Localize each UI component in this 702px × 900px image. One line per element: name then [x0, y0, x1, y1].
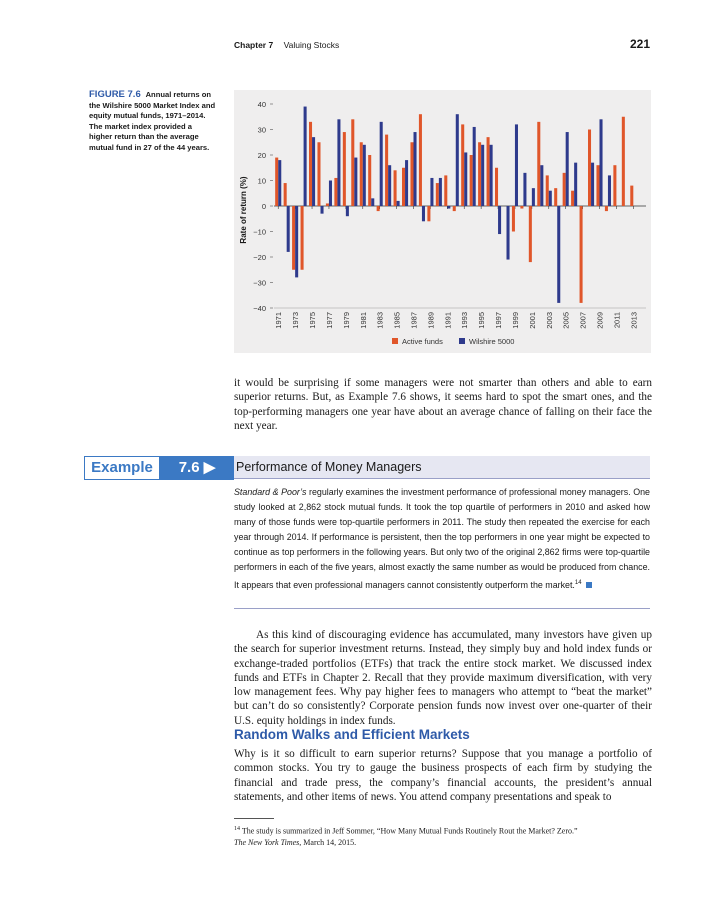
- chapter-title: Valuing Stocks: [283, 40, 340, 50]
- bar-wilshire-5000-1973: [295, 206, 298, 277]
- bar-active-funds-2005: [563, 173, 566, 206]
- x-tick-label: 1999: [511, 312, 520, 329]
- x-tick-label: 2009: [595, 312, 605, 329]
- x-tick-label: 1981: [358, 312, 368, 329]
- bar-wilshire-5000-1998: [507, 206, 510, 260]
- bar-active-funds-2000: [520, 206, 523, 209]
- bar-wilshire-5000-2004: [557, 206, 560, 303]
- bar-active-funds-2011: [613, 165, 616, 206]
- x-tick-label: 1971: [274, 312, 284, 329]
- bar-wilshire-5000-2002: [540, 165, 543, 206]
- legend-label: Wilshire 5000: [469, 337, 515, 346]
- footnote: [234, 824, 652, 848]
- x-tick-label: 1975: [308, 312, 317, 329]
- figure-caption: [89, 90, 217, 154]
- x-tick-label: 1979: [341, 312, 351, 329]
- bar-active-funds-1981: [360, 142, 363, 206]
- bar-active-funds-1973: [292, 206, 295, 270]
- bar-active-funds-2004: [554, 188, 557, 206]
- x-tick-label: 1983: [375, 312, 385, 329]
- bar-wilshire-5000-1974: [304, 107, 307, 206]
- figure-label: FIGURE 7.6: [89, 89, 141, 100]
- bar-wilshire-5000-1972: [287, 206, 290, 252]
- bar-wilshire-5000-2010: [608, 175, 611, 206]
- bar-wilshire-5000-2009: [600, 119, 603, 206]
- bar-active-funds-1980: [351, 119, 354, 206]
- example-body: [234, 485, 650, 593]
- bar-active-funds-1992: [453, 206, 456, 211]
- x-tick-label: 2003: [544, 312, 554, 329]
- x-tick-label: 1989: [426, 312, 436, 329]
- bar-active-funds-2010: [605, 206, 608, 211]
- bar-active-funds-1975: [309, 122, 312, 206]
- example-body-text: regularly examines the investment performance of professional money managers. One study looked at 2,862 stock mutual funds. It took the top quartile of performers in 2010 and asked how many of those funds were top-quartile performers in 2011. The study then repeated the exercise for each year through 2014. If performance is persistent, then the top performers in one year might be expected to continue as top performers in the following years. But only two of the original 2,862 firms were top-quartile performers in each of the five years, almost exactly the same number as would be produced from chance. It appears that even professional managers cannot consistently outperform the market.: [234, 487, 650, 590]
- bar-wilshire-5000-1985: [397, 201, 400, 206]
- bar-active-funds-2012: [622, 117, 625, 206]
- y-tick-label: −10: [253, 227, 266, 237]
- running-head: [234, 40, 339, 50]
- bar-active-funds-1990: [436, 183, 439, 206]
- x-tick-label: 1995: [477, 312, 487, 329]
- bar-active-funds-1977: [326, 203, 329, 206]
- paragraph-index-funds-text: As this kind of discouraging evidence has accumulated, many investors have given up the search for superior investment returns. Instead, they simply buy and hold index funds or exchange-traded portfolios (ETFs) that track the entire stock market. We discussed index funds and ETFs in Chapter 2. Recall that they provide maximum diversification, with very low management fees. Why pay higher fees to managers who attempt to “beat the market” but can’t do so consistently? Corporate pension funds now invest over one-quarter of their U.S. equity holdings in index funds.: [234, 629, 652, 727]
- bar-active-funds-1983: [377, 206, 380, 211]
- bar-active-funds-1982: [368, 155, 371, 206]
- bar-wilshire-5000-1984: [388, 165, 391, 206]
- bar-active-funds-1987: [410, 142, 413, 206]
- bar-wilshire-5000-1978: [337, 119, 340, 206]
- bar-wilshire-5000-1993: [464, 152, 467, 206]
- bar-active-funds-1997: [495, 168, 498, 206]
- y-tick-label: −30: [253, 278, 266, 288]
- chapter-number: Chapter 7: [234, 40, 274, 50]
- page-number: 221: [629, 37, 650, 51]
- bar-active-funds-1979: [343, 132, 346, 206]
- bar-active-funds-1993: [461, 124, 464, 206]
- bar-wilshire-5000-1981: [363, 145, 366, 206]
- bar-active-funds-1971: [275, 158, 278, 206]
- example-title-bar: [234, 456, 650, 479]
- footnote-rule: [234, 818, 274, 819]
- bar-active-funds-2001: [529, 206, 532, 262]
- legend-swatch: [392, 338, 398, 344]
- bar-wilshire-5000-1983: [380, 122, 383, 206]
- bar-wilshire-5000-1999: [515, 124, 518, 206]
- bar-active-funds-2002: [537, 122, 540, 206]
- example-word: Example: [84, 456, 160, 480]
- bar-active-funds-1976: [317, 142, 320, 206]
- bar-wilshire-5000-2001: [532, 188, 535, 206]
- example-source: Standard & Poor’s: [234, 487, 307, 497]
- footnote-date: , March 14, 2015.: [299, 837, 357, 847]
- bar-active-funds-2009: [596, 165, 599, 206]
- example-number: 7.6 ▶: [160, 456, 234, 480]
- footnote-source: The New York Times: [234, 837, 300, 847]
- x-tick-label: 1985: [392, 312, 402, 329]
- bar-wilshire-5000-1976: [321, 206, 324, 214]
- bar-active-funds-1989: [427, 206, 430, 221]
- bar-wilshire-5000-1971: [278, 160, 281, 206]
- bar-active-funds-1978: [334, 178, 337, 206]
- end-of-example-square-icon: [586, 582, 592, 588]
- y-tick-label: −40: [253, 304, 266, 313]
- x-tick-label: 1987: [409, 312, 419, 329]
- paragraph-intro: [234, 376, 652, 433]
- bar-active-funds-2008: [588, 130, 591, 207]
- bar-wilshire-5000-1992: [456, 114, 459, 206]
- paragraph-random-walks: [234, 747, 652, 804]
- bar-wilshire-5000-1990: [439, 178, 442, 206]
- x-tick-label: 2011: [612, 312, 622, 329]
- legend-label: Active funds: [402, 337, 443, 346]
- bar-wilshire-5000-1986: [405, 160, 408, 206]
- x-tick-label: 2013: [629, 312, 639, 329]
- bar-wilshire-5000-1994: [473, 127, 476, 206]
- bar-active-funds-2003: [546, 175, 549, 206]
- bar-wilshire-5000-1996: [490, 145, 493, 206]
- x-tick-label: 2005: [561, 312, 571, 329]
- legend-swatch: [459, 338, 465, 344]
- bar-wilshire-5000-2006: [574, 163, 577, 206]
- bar-active-funds-1974: [301, 206, 304, 270]
- bar-active-funds-1985: [394, 170, 397, 206]
- x-tick-label: 1997: [494, 312, 503, 329]
- footnote-text: The study is summarized in Jeff Sommer, “How Many Mutual Funds Routinely Rout the Market? Zero.”: [240, 826, 578, 836]
- example-title: Performance of Money Managers: [236, 460, 422, 474]
- x-tick-label: 2007: [578, 312, 588, 329]
- bar-wilshire-5000-1980: [354, 158, 357, 206]
- bar-wilshire-5000-1991: [447, 206, 450, 209]
- x-tick-label: 1993: [460, 312, 470, 329]
- example-label: [84, 456, 234, 480]
- bar-wilshire-5000-2000: [523, 173, 526, 206]
- example-footnote-ref: 14: [574, 579, 582, 586]
- section-heading: Random Walks and Efficient Markets: [234, 727, 470, 742]
- returns-chart: [234, 90, 651, 353]
- x-tick-label: 1977: [325, 312, 334, 329]
- bar-wilshire-5000-1982: [371, 198, 374, 206]
- bar-wilshire-5000-1977: [329, 181, 332, 207]
- paragraph-random-walks-text: Why is it so difficult to earn superior returns? Suppose that you manage a portfolio of common stocks. You try to gauge the business prospects of each firm by studying the financial and trade press, the company’s financial accounts, the president’s annual statements, and other items of news. You attend company presentations and speak to: [234, 748, 652, 803]
- y-tick-label: 40: [257, 100, 266, 109]
- bar-active-funds-1984: [385, 135, 388, 206]
- example-bottom-rule: [234, 608, 650, 609]
- figure-caption-text: Annual returns on the Wilshire 5000 Market Index and equity mutual funds, 1971–2014. The market index provided a higher return than the average mutual fund in 27 of the 44 years.: [89, 90, 216, 152]
- bar-active-funds-2013: [630, 186, 633, 206]
- y-tick-label: 10: [257, 176, 266, 186]
- bar-wilshire-5000-2008: [591, 163, 594, 206]
- y-tick-label: 30: [257, 125, 266, 135]
- x-tick-label: 2001: [527, 312, 537, 329]
- bar-active-funds-1972: [284, 183, 287, 206]
- bar-wilshire-5000-1988: [422, 206, 425, 221]
- bar-wilshire-5000-2003: [549, 191, 552, 206]
- bar-active-funds-1996: [487, 137, 490, 206]
- bar-active-funds-1986: [402, 168, 405, 206]
- paragraph-index-funds: [234, 628, 652, 728]
- x-tick-label: 1991: [443, 312, 453, 329]
- bar-wilshire-5000-1997: [498, 206, 501, 234]
- returns-chart-svg: [234, 90, 651, 353]
- bar-active-funds-1988: [419, 114, 422, 206]
- footnote-number: 14: [234, 826, 240, 832]
- y-tick-label: 0: [261, 202, 266, 211]
- bar-wilshire-5000-1975: [312, 137, 315, 206]
- bar-wilshire-5000-1979: [346, 206, 349, 216]
- bar-active-funds-2007: [580, 206, 583, 303]
- bar-active-funds-1994: [470, 155, 473, 206]
- y-tick-label: 20: [257, 151, 266, 160]
- x-tick-label: 1973: [291, 312, 301, 329]
- bar-active-funds-1999: [512, 206, 515, 232]
- y-axis-label: Rate of return (%): [239, 176, 248, 244]
- bar-wilshire-5000-1987: [414, 132, 417, 206]
- bar-wilshire-5000-2005: [566, 132, 569, 206]
- bar-wilshire-5000-1995: [481, 145, 484, 206]
- paragraph-intro-text: it would be surprising if some managers were not smarter than others and able to earn superior returns. But, as Example 7.6 shows, it seems hard to spot the smart ones, and the top-performing managers one year have about an average chance of falling on their face the next year.: [234, 377, 652, 432]
- bar-active-funds-1995: [478, 142, 481, 206]
- bar-wilshire-5000-1989: [430, 178, 433, 206]
- bar-active-funds-2006: [571, 191, 574, 206]
- bar-active-funds-1991: [444, 175, 447, 206]
- y-tick-label: −20: [253, 253, 266, 262]
